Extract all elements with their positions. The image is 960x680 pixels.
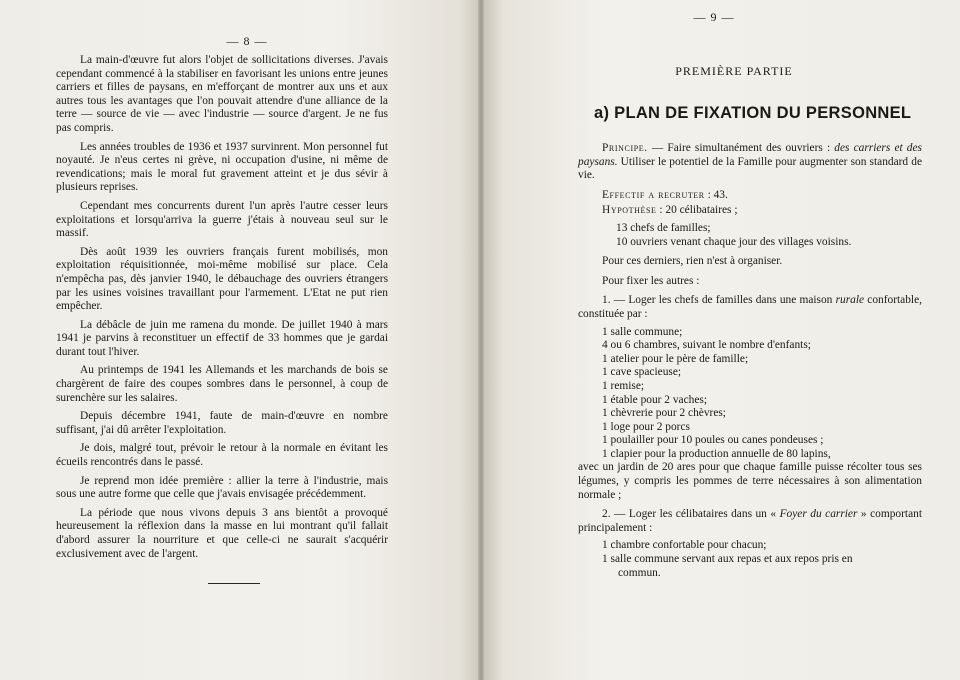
point-2-rest: » comportant principalement : <box>578 508 922 534</box>
list-item: 4 ou 6 chambres, suivant le nombre d'enfants; <box>602 339 811 352</box>
point-1-rest: confortable, constituée par : <box>578 294 922 320</box>
principe-label: Principe. <box>602 142 648 154</box>
page-number-right: — 9 — <box>693 10 735 24</box>
paragraph: Les années troubles de 1936 et 1937 survinrent. Mon personnel fut noyauté. Je n'eus certes ni grève, ni occupation d'usine, ni même de revendications; mais le moral fut gravement atteint et je dus sévir à plusieurs reprises. <box>56 140 388 194</box>
paragraph: La débâcle de juin me ramena du monde. De juillet 1940 à mars 1941 je parvins à reconstituer un effectif de 33 hommes que je gardai durant tout l'hiver. <box>56 318 388 358</box>
paragraph: Dès août 1939 les ouvriers français furent mobilisés, mon exploitation réquisitionnée, moi-même mobilisé sur place. Cela n'empêcha pas, dès janvier 1940, le débauchage des ouvriers étrangers par les usines voisines travaillant pour l'armement. L'Etat ne put rien empêcher. <box>56 245 388 313</box>
paragraph: Cependant mes concurrents durent l'un après l'autre cesser leurs exploitations et lorsqu'arriva la guerre j'étais à nouveau seul sur le massif. <box>56 199 388 240</box>
hypothese-line <box>578 204 922 218</box>
list-item: 1 salle commune servant aux repas et aux repos pris en <box>602 553 853 566</box>
point-2-italic: Foyer du carrier <box>779 508 858 521</box>
point-2 <box>578 508 922 535</box>
right-page-body <box>578 142 922 586</box>
point-1-text: 1. — Loger les chefs de familles dans une maison <box>602 294 836 307</box>
page-number-left: — 8 — <box>226 34 268 48</box>
right-page <box>484 0 960 680</box>
list-item: 1 cave spacieuse; <box>602 366 682 379</box>
derniers-line: Pour ces derniers, rien n'est à organiser. <box>602 255 783 268</box>
fixer-line: Pour fixer les autres : <box>602 274 700 287</box>
principe-text: — Faire simultanément des ouvriers : <box>647 142 835 154</box>
section-heading: a) PLAN DE FIXATION DU PERSONNEL <box>594 104 912 122</box>
point-2-text: 2. — Loger les célibataires dans un « <box>602 508 780 521</box>
list-item: 1 loge pour 2 porcs <box>602 420 690 433</box>
paragraph: Au printemps de 1941 les Allemands et les marchands de bois se chargèrent de faire des coupes sombres dans le personnel, à coup de surenchère sur les salaires. <box>56 364 388 404</box>
list-item: 1 poulailler pour 10 poules ou canes pondeuses ; <box>602 434 824 447</box>
principe-paragraph <box>578 142 922 183</box>
effectif-label: Effectif a recruter <box>602 188 705 201</box>
point-1 <box>578 294 922 321</box>
list-item: 1 chambre confortable pour chacun; <box>602 539 767 552</box>
paragraph: La période que nous vivons depuis 3 ans bientôt a provoqué heureusement la réflexion dans la masse en lui montrant qu'il fallait d'abord assurer la nourriture et que celle-ci ne saurait s'acquérir exclusivement avec de l'argent. <box>56 506 388 560</box>
left-page-body <box>56 54 388 566</box>
paragraph: Je reprend mon idée première : allier la terre à l'industrie, mais sous une autre forme que celle que j'avais envisagée précédemment. <box>56 474 388 501</box>
list-item: 1 remise; <box>602 379 645 392</box>
point-1-closing: avec un jardin de 20 ares pour que chaque famille puisse récolter tous ses légumes, y compris les pommes de terre nécessaires à son alimentation normale ; <box>578 461 922 501</box>
effectif-value: : 43. <box>704 188 728 201</box>
principe-rest: Utiliser le potentiel de la Famille pour augmenter son standard de vie. <box>578 155 922 182</box>
hypothese-value: : 20 célibataires ; <box>656 204 738 217</box>
hypothese-line-3: 10 ouvriers venant chaque jour des villages voisins. <box>616 235 852 248</box>
paragraph: Je dois, malgré tout, prévoir le retour à la normale en évitant les écueils rencontrés dans le passé. <box>56 442 388 469</box>
hypothese-label: Hypothèse <box>602 204 657 217</box>
list-item: 1 atelier pour le père de famille; <box>602 352 749 365</box>
list-item: 1 chèvrerie pour 2 chèvres; <box>602 407 726 420</box>
point-1-italic: rurale <box>835 294 865 307</box>
point-1-list <box>578 326 922 462</box>
end-rule <box>208 583 260 584</box>
principe-italic: des carriers et des paysans. <box>578 142 922 168</box>
list-item-continuation: commun. <box>618 566 661 579</box>
list-item: 1 salle commune; <box>602 325 683 338</box>
list-item: 1 clapier pour la production annuelle de 80 lapins, <box>602 447 831 460</box>
hypothese-line-2: 13 chefs de familles; <box>616 221 711 234</box>
paragraph: Depuis décembre 1941, faute de main-d'œuvre en nombre suffisant, j'ai dû arrêter l'exploitation. <box>56 410 388 436</box>
part-heading: PREMIÈRE PARTIE <box>675 64 793 78</box>
point-2-list <box>578 539 922 580</box>
left-page <box>0 0 478 680</box>
effectif-line <box>578 189 922 203</box>
paragraph: La main-d'œuvre fut alors l'objet de sollicitations diverses. J'avais cependant commencé à la stabiliser en favorisant les unions entre jeunes carriers et filles de paysans, en m'efforçant de montrer aux uns et aux autres tous les avantages que l'on pouvait attendre d'une alliance de la terre — source de vie — avec l'industrie — source d'argent. Je ne fus pas compris. <box>56 54 388 134</box>
list-item: 1 étable pour 2 vaches; <box>602 393 708 406</box>
